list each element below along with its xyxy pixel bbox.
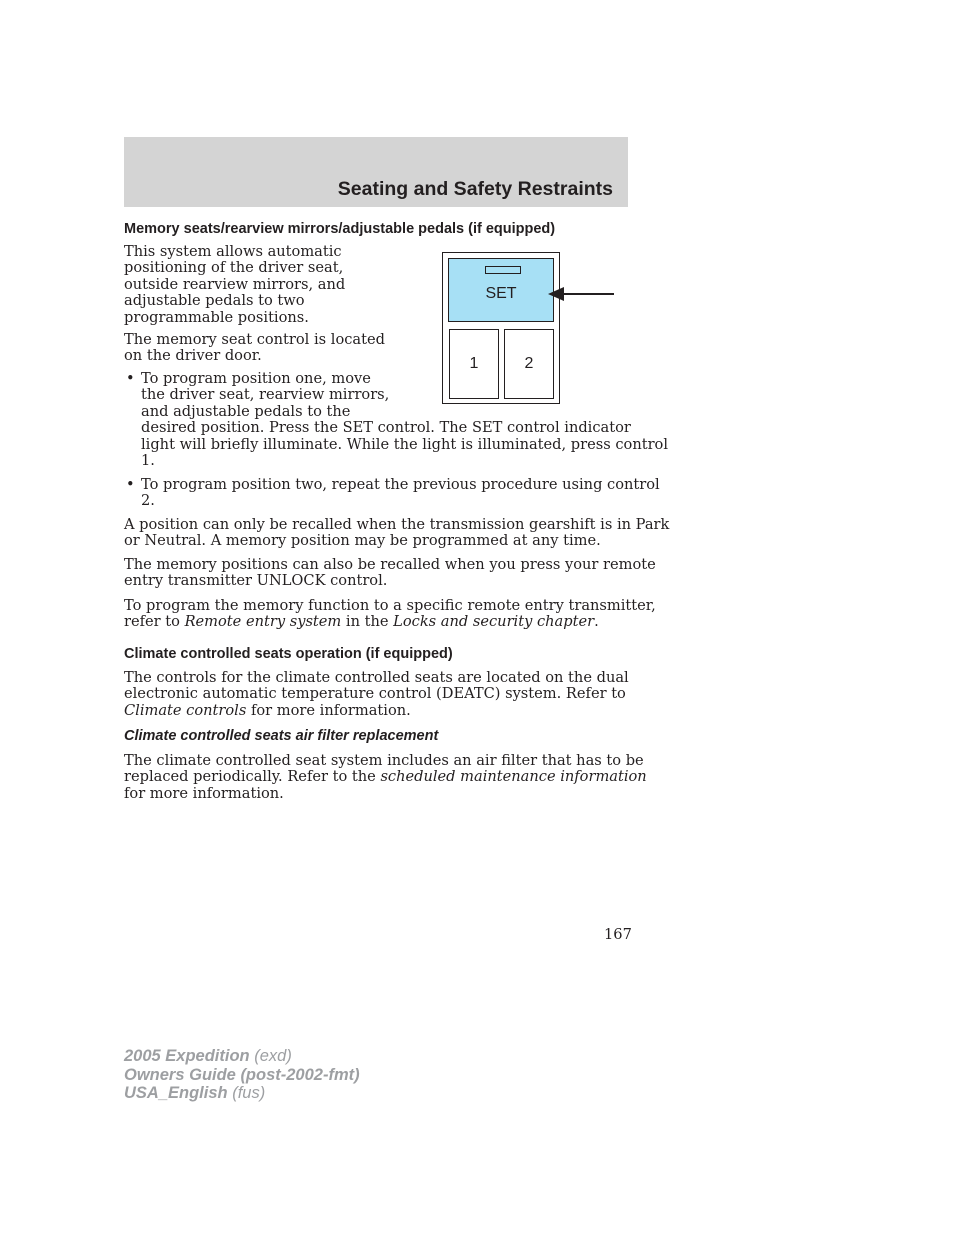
- arrow-left-icon: [548, 284, 616, 304]
- text-line: on the driver door.: [124, 347, 262, 365]
- climate-paragraph: [124, 670, 629, 719]
- text-line: for more information.: [124, 784, 284, 802]
- set-button: [448, 258, 554, 322]
- text-run: refer to: [124, 613, 185, 631]
- memory-button-1: 1: [449, 329, 499, 399]
- intro-paragraph: [124, 244, 345, 326]
- set-button-label: SET: [485, 285, 517, 302]
- text-run: in the: [341, 613, 394, 631]
- air-filter-paragraph: [124, 753, 647, 802]
- text-line: electronic automatic temperature control (DEATC) system. Refer to: [124, 685, 626, 703]
- memory-control-figure: [442, 252, 560, 404]
- text-line: The climate controlled seat system includes an air filter that has to be: [124, 752, 644, 769]
- page-title: Seating and Safety Restraints: [337, 178, 613, 200]
- text-line: [124, 614, 656, 630]
- maintenance-reference: scheduled maintenance information: [380, 768, 647, 786]
- text-line: This system allows automatic: [124, 243, 342, 260]
- section-heading-air-filter: Climate controlled seats air filter replacement: [124, 728, 439, 744]
- text-line: 1.: [141, 452, 155, 470]
- text-run: .: [594, 613, 599, 631]
- text-line: To program position one, move: [141, 370, 371, 387]
- text-line: programmable positions.: [124, 308, 309, 326]
- text-run: for more information.: [246, 701, 411, 719]
- text-line: To program position two, repeat the previous procedure using control: [141, 476, 660, 493]
- text-line: positioning of the driver seat,: [124, 259, 344, 277]
- text-run: replaced periodically. Refer to the: [124, 768, 381, 786]
- footer-language: USA_English: [124, 1084, 228, 1102]
- remote-paragraph: [124, 557, 656, 590]
- footer-language-code: (fus): [227, 1084, 266, 1102]
- text-line: outside rearview mirrors, and: [124, 275, 346, 293]
- text-line: light will briefly illuminate. While the light is illuminated, press control: [141, 435, 669, 453]
- text-line: The memory positions can also be recalled when you press your remote: [124, 556, 656, 573]
- text-line: and adjustable pedals to the: [141, 402, 351, 420]
- section-heading-memory-seats: Memory seats/rearview mirrors/adjustable pedals (if equipped): [124, 221, 556, 237]
- text-line: entry transmitter UNLOCK control.: [124, 572, 388, 590]
- footer-model: 2005 Expedition: [124, 1047, 250, 1065]
- text-line: The memory seat control is located: [124, 331, 385, 348]
- text-line: To program the memory function to a specific remote entry transmitter,: [124, 597, 656, 614]
- header-band: [124, 137, 628, 207]
- footer: [124, 1047, 360, 1103]
- section-heading-climate-seats: Climate controlled seats operation (if equipped): [124, 646, 453, 662]
- set-indicator-light: [485, 266, 521, 274]
- text-line: The controls for the climate controlled seats are located on the dual: [124, 669, 629, 686]
- footer-guide: Owners Guide (post-2002-fmt): [124, 1065, 360, 1084]
- memory-button-2: 2: [504, 329, 554, 399]
- remote-entry-reference: Remote entry system: [184, 613, 342, 631]
- page-number: 167: [604, 926, 632, 943]
- climate-controls-reference: Climate controls: [124, 701, 247, 719]
- text-line: [124, 769, 647, 785]
- program-paragraph: [124, 598, 656, 631]
- text-line: adjustable pedals to two: [124, 292, 305, 310]
- text-line: the driver seat, rearview mirrors,: [141, 386, 390, 404]
- text-line: 2.: [141, 492, 155, 510]
- bullet-dot: •: [126, 370, 135, 387]
- text-line: desired position. Press the SET control. The SET control indicator: [141, 419, 631, 437]
- locks-security-reference: Locks and security chapter: [393, 613, 595, 631]
- text-line: or Neutral. A memory position may be programmed at any time.: [124, 532, 601, 550]
- footer-model-code: (exd): [249, 1047, 292, 1065]
- text-line: A position can only be recalled when the transmission gearshift is in Park: [124, 516, 670, 533]
- location-paragraph: [124, 332, 385, 365]
- recall-paragraph: [124, 517, 669, 550]
- text-line: [124, 703, 629, 719]
- bullet-dot: •: [126, 476, 135, 493]
